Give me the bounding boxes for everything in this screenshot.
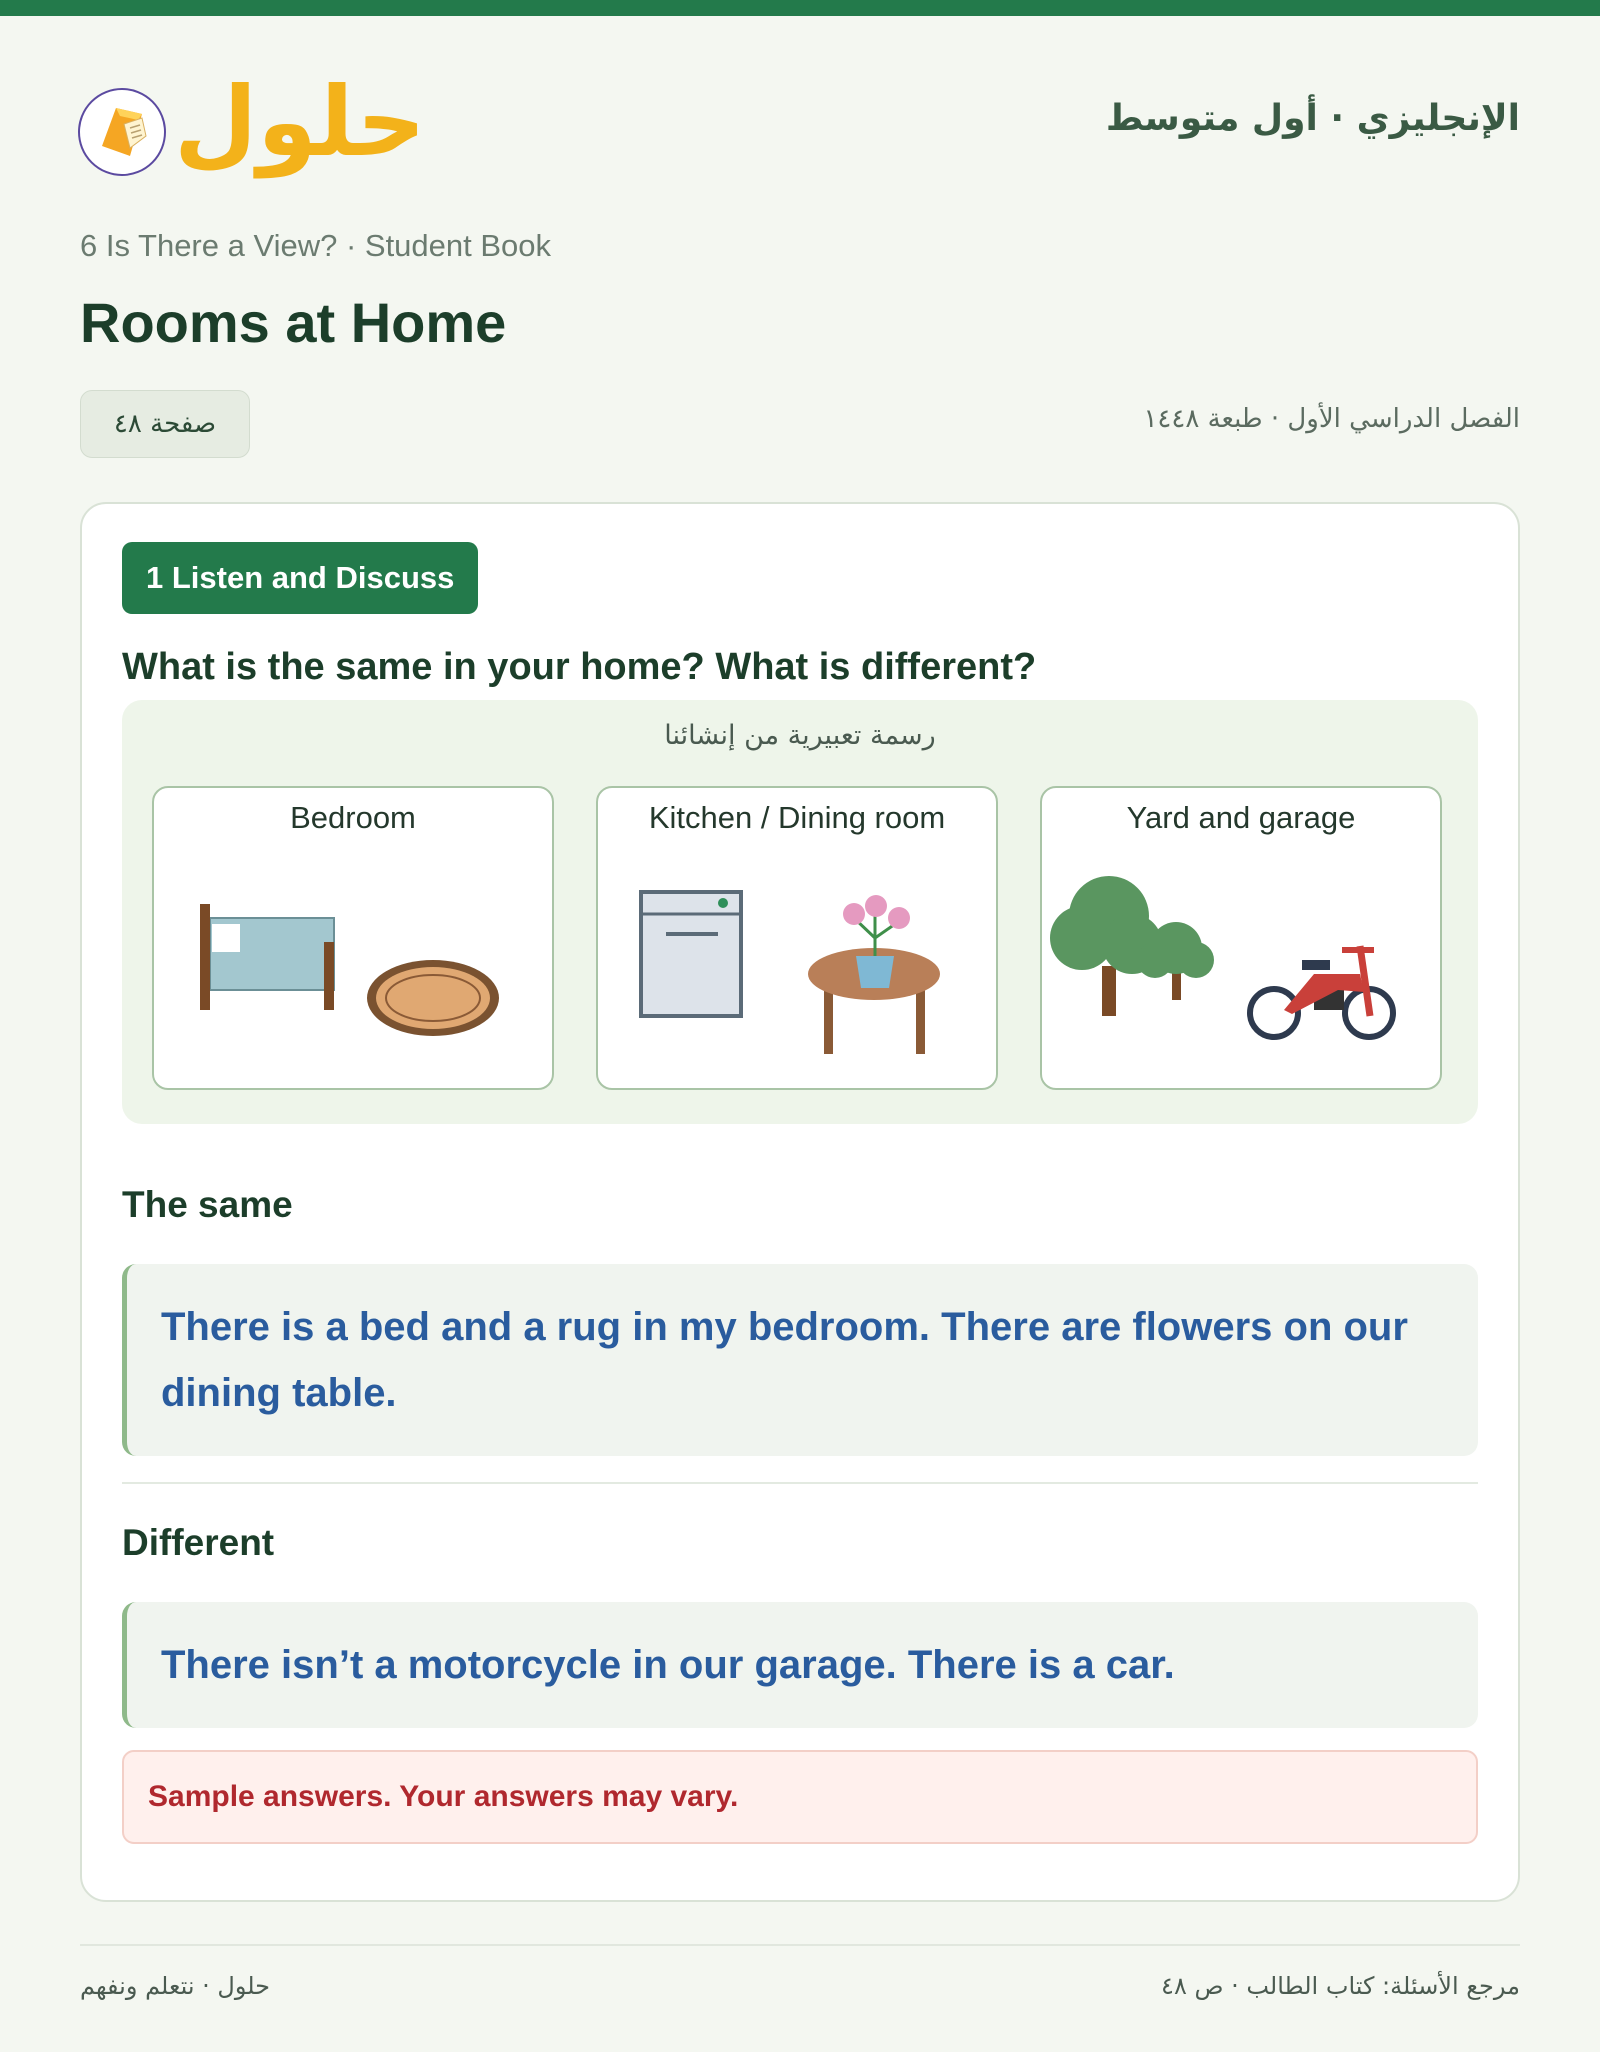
illustration-caption: رسمة تعبيرية من إنشائنا: [664, 720, 936, 751]
panel-label-kitchen: Kitchen / Dining room: [648, 800, 946, 835]
section-divider: [122, 1482, 1478, 1484]
footer-reference: مرجع الأسئلة: كتاب الطالب · ص ٤٨: [1161, 1972, 1520, 2000]
panel-yard: [1040, 786, 1442, 1090]
book-icon: [78, 88, 166, 176]
illustration-box: [122, 700, 1478, 1124]
exercise-card: [80, 502, 1520, 1902]
hulul-logo[interactable]: [78, 66, 426, 178]
task-question: What is the same in your home? What is different?: [122, 646, 1037, 688]
different-section-title: Different: [122, 1522, 275, 1563]
page-number-badge: صفحة ٤٨: [80, 390, 250, 458]
footer-brand: حلول · نتعلم ونفهم: [80, 1972, 270, 2000]
panel-bedroom: [152, 786, 554, 1090]
panel-label-yard: Yard and garage: [1126, 800, 1356, 835]
same-section-title: The same: [122, 1184, 293, 1225]
footer-divider: [80, 1944, 1520, 1946]
task-tag: 1 Listen and Discuss: [122, 542, 478, 614]
different-answer: There isn’t a motorcycle in our garage. There is a car.: [122, 1602, 1478, 1728]
sample-answers-note: Sample answers. Your answers may vary.: [122, 1750, 1478, 1844]
panel-label-bedroom: Bedroom: [290, 800, 416, 835]
logo-wordmark: حلول: [174, 66, 426, 178]
unit-book-line: 6 Is There a View? · Student Book: [80, 228, 552, 263]
panel-kitchen: [596, 786, 998, 1090]
page-title: Rooms at Home: [80, 291, 507, 354]
subject-grade-label: الإنجليزي · أول متوسط: [1105, 98, 1520, 139]
top-accent-bar: [0, 0, 1600, 16]
term-edition-label: الفصل الدراسي الأول · طبعة ١٤٤٨: [1143, 404, 1520, 434]
same-answer: There is a bed and a rug in my bedroom. There are flowers on our dining table.: [122, 1264, 1478, 1456]
